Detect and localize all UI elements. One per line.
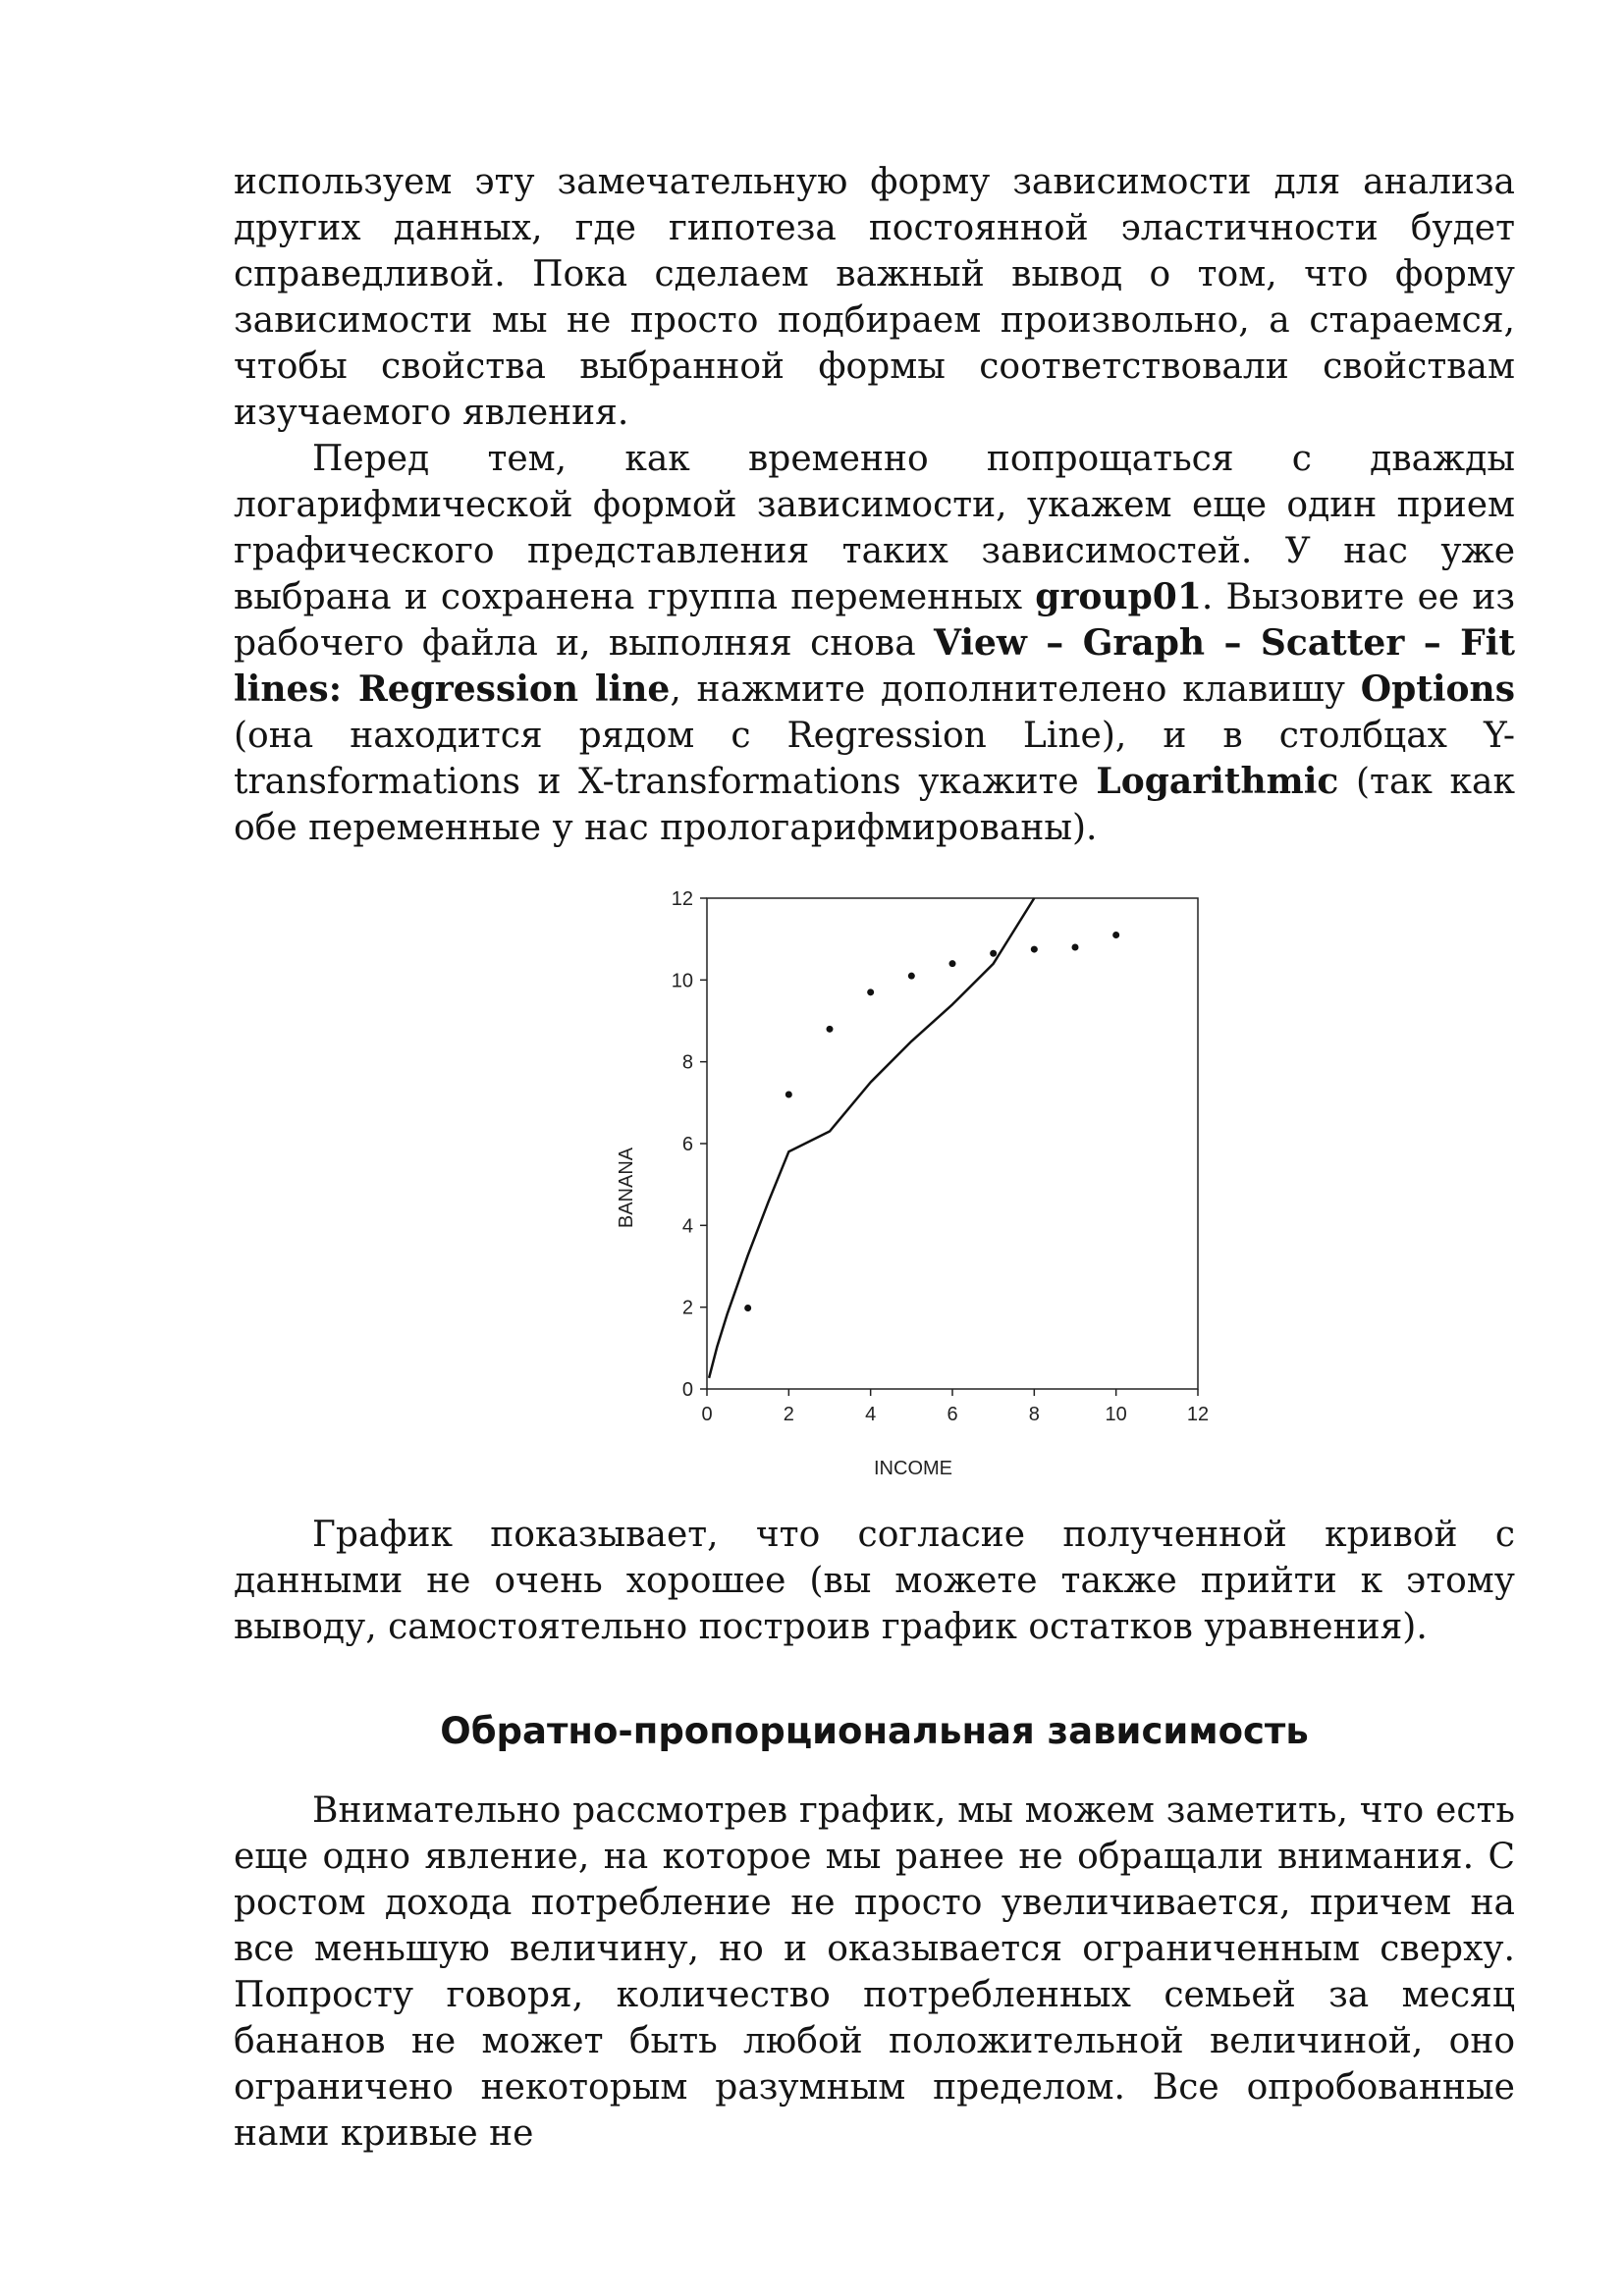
data-point [990, 950, 997, 957]
menu-path-bold: View – Graph – Scatter – Fit lines: Regression line [234, 622, 1515, 710]
data-point [1031, 946, 1038, 953]
scatter-chart [589, 864, 1237, 1492]
paragraph-1: используем эту замечательную форму зависимости для анализа других данных, где гипотеза постоянной эластичности будет справедливой. Пока сделаем важный вывод о том, что форму зависимости мы не просто подбираем произвольно, а стараемся, чтобы свойства выбранной формы соответствовали свойствам изучаемого явления. [234, 162, 1515, 433]
y-tick-label: 6 [681, 1134, 693, 1155]
y-tick-label: 4 [681, 1215, 693, 1238]
data-point [867, 988, 874, 995]
data-point [1112, 932, 1119, 938]
x-tick-label: 6 [947, 1404, 958, 1425]
y-tick-label: 2 [681, 1297, 693, 1319]
data-point [949, 960, 956, 967]
plot-area-border [707, 898, 1198, 1389]
data-point [744, 1305, 751, 1311]
x-tick-label: 12 [1186, 1404, 1210, 1425]
y-tick-label: 0 [681, 1379, 693, 1401]
x-tick-label: 4 [865, 1404, 877, 1425]
paragraph-4: Внимательно рассмотрев график, мы можем заметить, что есть еще одно явление, на которое мы ранее не обращали внимания. С ростом дохода потребление не просто увеличивается, причем на все меньшую величину, но и оказывается ограниченным сверху. Попросту говоря, количество потребленных семьей за месяц бананов не может быть любой положительной величиной, оно ограничено некоторым разумным пределом. Все опробованные нами кривые не [234, 1790, 1515, 2154]
data-point [785, 1092, 792, 1098]
x-tick-label: 8 [1028, 1404, 1040, 1425]
fit-line-layer [709, 898, 1034, 1378]
paragraph-2-text-5: (так как обе переменные у нас прологарифмированы). [234, 762, 1516, 848]
paragraph-2-text-3: , нажмите дополнителено клавишу [670, 669, 1361, 710]
regression-fit-line [709, 898, 1034, 1378]
paragraph-2-text-1: Перед тем, как временно попрощаться с дважды логарифмической формой зависимости, укажем еще один прием графического представления таких зависимостей. У нас уже выбрана и сохранена группа переменных [234, 439, 1515, 617]
x-tick-label: 0 [701, 1404, 713, 1425]
x-tick-label: 10 [1105, 1404, 1127, 1425]
paragraph-3: График показывает, что согласие полученной кривой с данными не очень хорошее (вы можете также прийти к этому выводу, самостоятельно построив график остатков уравнения). [234, 1515, 1515, 1647]
axis-ticks [672, 888, 1209, 1425]
options-bold: Options [1360, 668, 1515, 710]
x-axis-label: INCOME [874, 1458, 952, 1479]
y-tick-label: 8 [681, 1051, 693, 1074]
paragraph-2-text-4: (она находится рядом с Regression Line), и в столбцах Y-transformations и X-transformations укажите [234, 716, 1515, 802]
paragraph-2 [234, 436, 1515, 851]
data-point [1072, 944, 1079, 951]
y-tick-label: 10 [671, 970, 693, 992]
data-point [827, 1026, 834, 1033]
y-axis-label: BANANA [616, 1147, 637, 1229]
section-heading: Обратно-пропорциональная зависимость [440, 1710, 1309, 1752]
y-tick-label: 12 [671, 888, 693, 910]
data-point [908, 973, 915, 980]
logarithmic-bold: Logarithmic [1096, 761, 1339, 802]
data-points-layer [744, 932, 1119, 1311]
paragraph-2-text-2: . Вызовите ее из рабочего файла и, выполняя снова [234, 577, 1515, 664]
x-tick-label: 2 [783, 1404, 794, 1425]
plot-frame [707, 898, 1198, 1389]
group-name-bold: group01 [1035, 576, 1202, 617]
